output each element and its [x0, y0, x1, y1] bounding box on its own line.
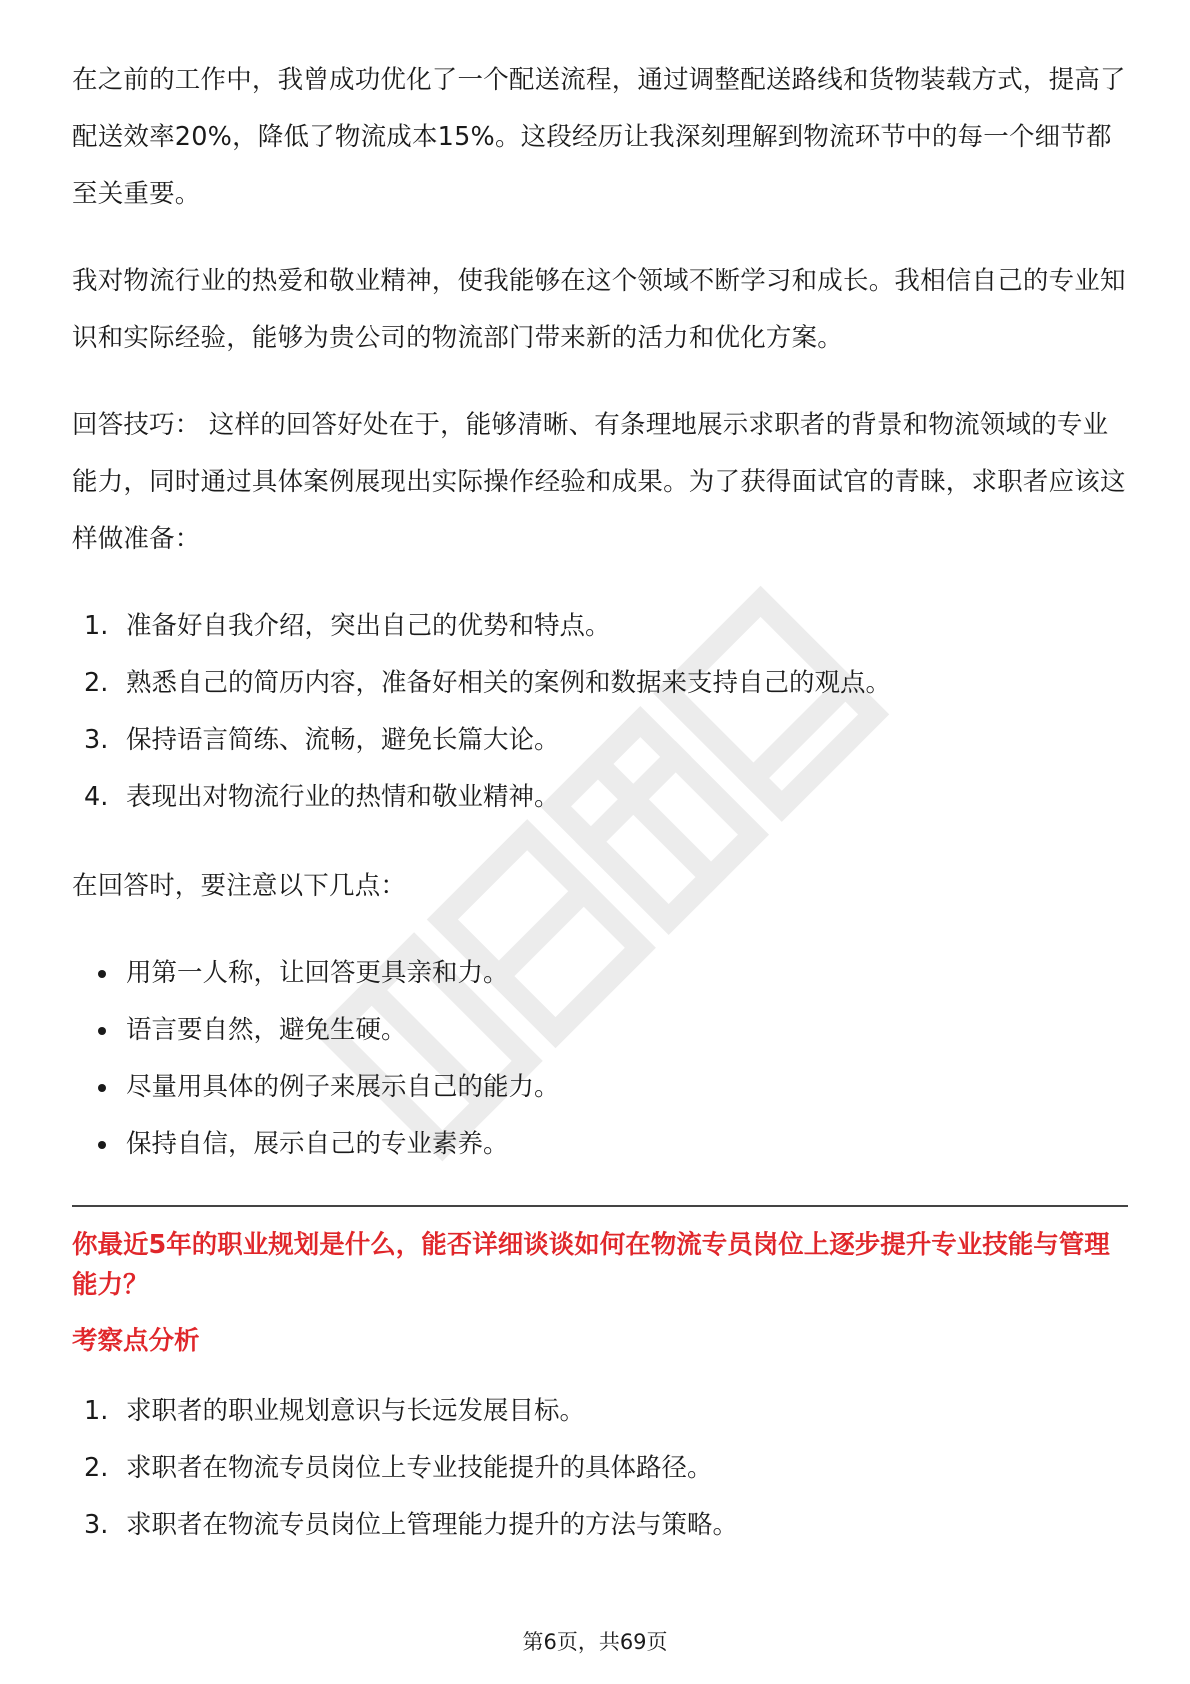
bullet-icon [98, 1027, 106, 1035]
list-item-text: 尽量用具体的例子来展示自己的能力。 [126, 1072, 560, 1102]
preparation-list [72, 598, 1128, 826]
section-divider [72, 1205, 1128, 1207]
list-item-text: 保持自信，展示自己的专业素养。 [126, 1129, 509, 1159]
paragraph-notes-intro: 在回答时，要注意以下几点： [72, 871, 407, 901]
list-item [72, 769, 1128, 826]
list-item-text: 保持语言简练、流畅，避免长篇大论。 [126, 725, 560, 755]
paragraph-passion: 我对物流行业的热爱和敬业精神，使我能够在这个领域不断学习和成长。我相信自己的专业知识和实际经验，能够为贵公司的物流部门带来新的活力和优化方案。 [72, 266, 1126, 353]
list-number: 1. [84, 611, 109, 641]
list-item [72, 1116, 1128, 1173]
paragraph-experience: 在之前的工作中，我曾成功优化了一个配送流程，通过调整配送路线和货物装载方式，提高了配送效率20%，降低了物流成本15%。这段经历让我深刻理解到物流环节中的每一个细节都至关重要。 [72, 65, 1126, 209]
list-item-text: 求职者在物流专员岗位上管理能力提升的方法与策略。 [126, 1510, 739, 1540]
bullet-icon [98, 970, 106, 978]
list-item [72, 1059, 1128, 1116]
list-number: 1. [84, 1396, 109, 1426]
list-item [72, 1383, 1128, 1440]
list-item [72, 655, 1128, 712]
list-item-text: 求职者的职业规划意识与长远发展目标。 [126, 1396, 586, 1426]
list-item-text: 用第一人称，让回答更具亲和力。 [126, 958, 509, 988]
list-item-text: 求职者在物流专员岗位上专业技能提升的具体路径。 [126, 1453, 713, 1483]
list-item [72, 712, 1128, 769]
list-item [72, 945, 1128, 1002]
list-number: 2. [84, 1453, 109, 1483]
list-number: 3. [84, 1510, 109, 1540]
paragraph-answer-tips: 回答技巧： 这样的回答好处在于，能够清晰、有条理地展示求职者的背景和物流领域的专业能力，同时通过具体案例展现出实际操作经验和成果。为了获得面试官的青睐，求职者应该这样做准备： [72, 410, 1126, 554]
analysis-list [72, 1383, 1128, 1554]
list-number: 2. [84, 668, 109, 698]
list-number: 3. [84, 725, 109, 755]
list-number: 4. [84, 782, 109, 812]
page-footer: 第6页，共69页 [522, 1630, 668, 1654]
document-page [72, 52, 1128, 1586]
list-item [72, 1497, 1128, 1554]
list-item-text: 语言要自然，避免生硬。 [126, 1015, 407, 1045]
list-item [72, 1440, 1128, 1497]
analysis-heading: 考察点分析 [72, 1326, 200, 1356]
list-item-text: 准备好自我介绍，突出自己的优势和特点。 [126, 611, 611, 641]
tips-list [72, 945, 1128, 1173]
list-item-text: 表现出对物流行业的热情和敬业精神。 [126, 782, 560, 812]
question-title: 你最近5年的职业规划是什么，能否详细谈谈如何在物流专员岗位上逐步提升专业技能与管理能力？ [72, 1230, 1110, 1300]
list-item [72, 1002, 1128, 1059]
list-item [72, 598, 1128, 655]
bullet-icon [98, 1084, 106, 1092]
bullet-icon [98, 1141, 106, 1149]
list-item-text: 熟悉自己的简历内容，准备好相关的案例和数据来支持自己的观点。 [126, 668, 892, 698]
